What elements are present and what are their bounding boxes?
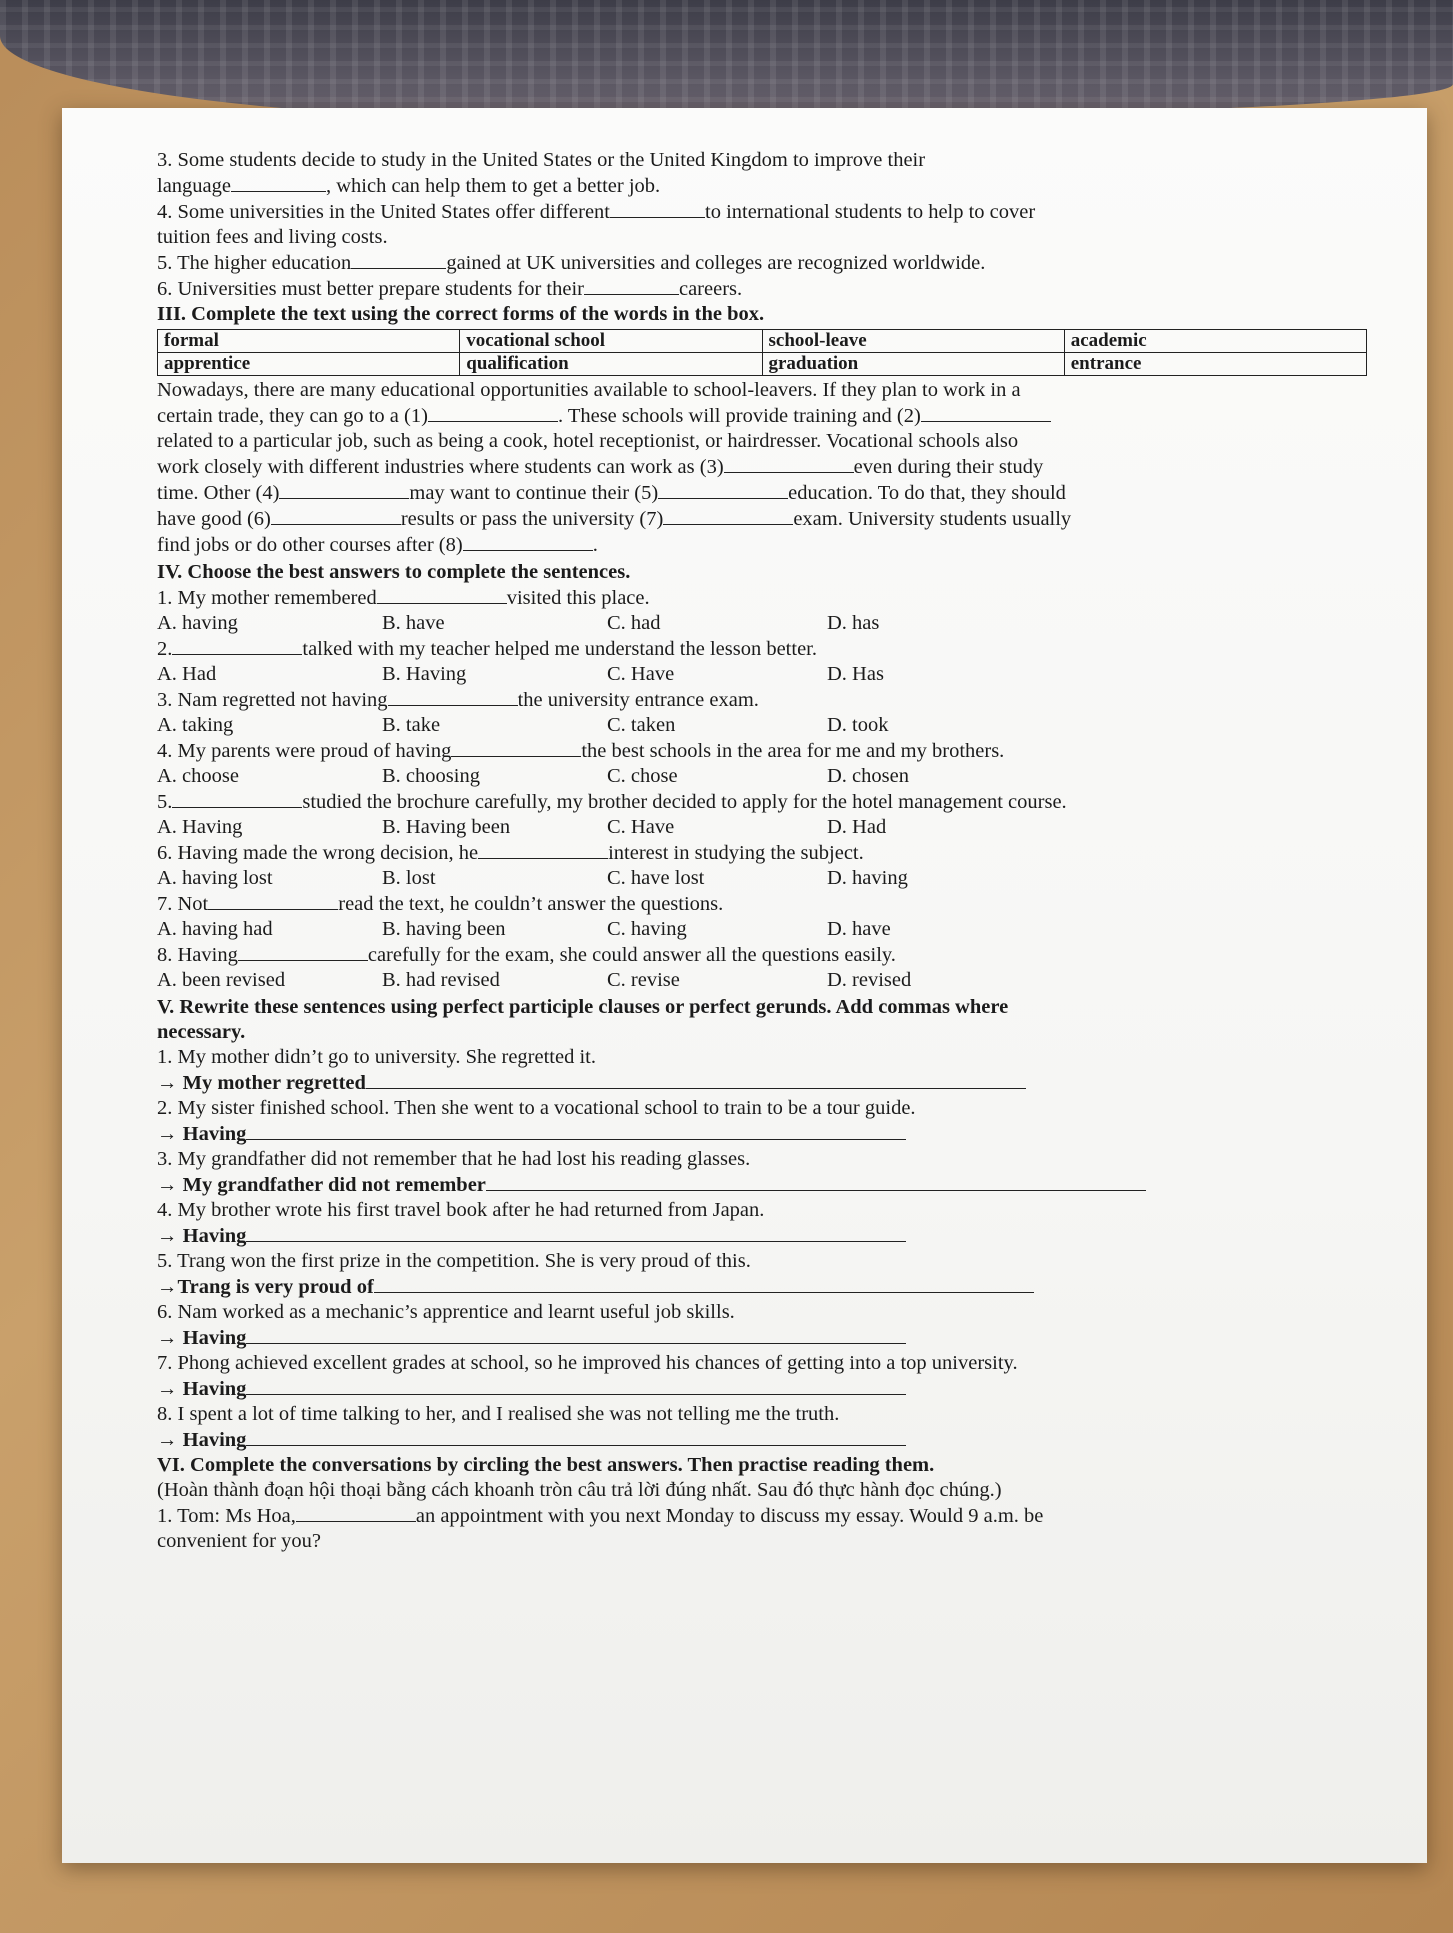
answer-options [157,815,1367,840]
answer-options [157,968,1367,993]
word-box-cell: entrance [1064,353,1366,376]
word-box-cell: qualification [460,353,762,376]
blank-1[interactable] [428,403,558,422]
option-b[interactable]: B. choosing [382,765,480,787]
option-a[interactable]: A. having [157,612,238,634]
option-a[interactable]: A. choose [157,765,239,787]
option-a[interactable]: A. having had [157,918,273,940]
q3-blank[interactable] [231,173,326,192]
rewrite-answer-line [157,1325,1367,1351]
rewrite-prompt: → My grandfather did not remember [157,1174,486,1196]
option-d[interactable]: D. Has [827,663,884,685]
q3-line2 [157,173,1367,199]
question-stem [157,738,1367,764]
rewrite-answer-line [157,1274,1367,1300]
blank-3[interactable] [724,454,854,473]
part4-q1 [157,585,1367,636]
part3-line1: Nowadays, there are many educational opportunities available to school-leavers. If they plan to work in a [157,379,1021,401]
q6-blank[interactable] [584,276,679,295]
q3-text-a: language [157,175,231,197]
part5-heading-cont: necessary. [157,1021,246,1043]
word-box-cell: academic [1064,330,1366,353]
stem-text: interest in studying the subject. [608,842,864,864]
answer-blank[interactable] [388,687,518,706]
rewrite-blank[interactable] [246,1223,906,1242]
stem-text: 3. Nam regretted not having [157,689,388,711]
word-box-cell: formal [158,330,460,353]
stem-text: 6. Having made the wrong decision, he [157,842,479,864]
rewrite-prompt: → Having [157,1123,247,1145]
rewrite-question: 4. My brother wrote his first travel book after he had returned from Japan. [157,1199,765,1221]
part3-text: certain trade, they can go to a (1) [157,405,428,427]
conversation-blank[interactable] [296,1503,416,1522]
blank-7[interactable] [663,506,793,525]
blank-5[interactable] [658,480,788,499]
option-d[interactable]: D. have [827,918,891,940]
part3-line3: related to a particular job, such as being a cook, hotel receptionist, or hairdresser. Vocational schools also [157,430,1019,452]
option-a[interactable]: A. taking [157,714,234,736]
answer-blank[interactable] [208,891,338,910]
blank-6[interactable] [271,506,401,525]
rewrite-prompt: → Having [157,1327,247,1349]
stem-text: 4. My parents were proud of having [157,740,452,762]
stem-text: the university entrance exam. [517,689,759,711]
q3-text: 3. Some students decide to study in the United States or the United Kingdom to improve their [157,149,926,171]
part4-q2 [157,636,1367,687]
rewrite-blank[interactable] [246,1325,906,1344]
part3-text: . [592,534,598,556]
blank-8[interactable] [463,532,593,551]
rewrite-blank[interactable] [486,1172,1146,1191]
q4-line2 [157,225,1367,250]
stem-text: studied the brochure carefully, my brother decided to apply for the hotel management course. [302,791,1067,813]
question-stem [157,942,1367,968]
option-d[interactable]: D. took [827,714,889,736]
q4-text-c: tuition fees and living costs. [157,226,388,248]
rewrite-blank[interactable] [374,1274,1034,1293]
conversation-text: 1. Tom: Ms Hoa, [157,1505,296,1527]
option-a[interactable]: A. Had [157,663,217,685]
rewrite-answer-line [157,1376,1367,1402]
word-box [157,329,1367,376]
rewrite-answer-line [157,1172,1367,1198]
rewrite-prompt: → Having [157,1225,247,1247]
part6-heading: VI. Complete the conversations by circling the best answers. Then practise reading them. [157,1454,935,1476]
part3-text: results or pass the university (7) [400,508,664,530]
option-c[interactable]: C. Have [607,663,675,685]
word-box-cell: graduation [762,353,1064,376]
option-c[interactable]: C. have lost [607,867,705,889]
option-b[interactable]: B. Having [382,663,467,685]
part4-q8 [157,942,1367,993]
answer-options [157,713,1367,738]
stem-text: carefully for the exam, she could answer all the questions easily. [367,944,896,966]
blank-4[interactable] [279,480,409,499]
rewrite-question: 2. My sister finished school. Then she went to a vocational school to train to be a tour guide. [157,1097,916,1119]
option-b[interactable]: B. Having been [382,816,511,838]
part3-text: may want to continue their (5) [409,482,659,504]
rewrite-prompt: → Having [157,1378,247,1400]
part3-line6 [157,506,1367,532]
option-b[interactable]: B. have [382,612,445,634]
q5-text-a: 5. The higher education [157,252,352,274]
part3-text: exam. University students usually [793,508,1072,530]
part5-heading: V. Rewrite these sentences using perfect participle clauses or perfect gerunds. Add commas where [157,996,1009,1018]
q3-text-b: , which can help them to get a better job. [326,175,661,197]
stem-text: 7. Not [157,893,209,915]
answer-options [157,917,1367,942]
part3-text: work closely with different industries where students can work as (3) [157,456,724,478]
part3-text: . These schools will provide training and (2) [557,405,921,427]
q5-line [157,250,1367,276]
q6-text-b: careers. [678,278,743,300]
conversation-line-cont: convenient for you? [157,1530,321,1552]
rewrite-question: 6. Nam worked as a mechanic’s apprentice and learnt useful job skills. [157,1301,735,1323]
stem-text: 2. [157,638,173,660]
option-c[interactable]: C. revise [607,969,680,991]
part4-q7 [157,891,1367,942]
part3-text: education. To do that, they should [788,482,1066,504]
option-c[interactable]: C. having [607,918,687,940]
option-c[interactable]: C. Have [607,816,675,838]
word-box-cell: school-leave [762,330,1064,353]
option-a[interactable]: A. Having [157,816,243,838]
option-d[interactable]: D. has [827,612,880,634]
stem-text: visited this place. [506,587,650,609]
rewrite-question: 8. I spent a lot of time talking to her, and I realised she was not telling me the truth. [157,1403,840,1425]
stem-text: 5. [157,791,173,813]
q6-line [157,276,1367,302]
rewrite-blank[interactable] [246,1121,906,1140]
q6-text-a: 6. Universities must better prepare students for their [157,278,584,300]
option-b[interactable]: B. had revised [382,969,500,991]
question-stem [157,840,1367,866]
rewrite-answer-line [157,1070,1367,1096]
stem-text: 1. My mother remembered [157,587,377,609]
rewrite-blank[interactable] [246,1376,906,1395]
answer-options [157,866,1367,891]
option-c[interactable]: C. had [607,612,661,634]
rewrite-prompt: → My mother regretted [157,1072,366,1094]
blank-2[interactable] [921,403,1051,422]
question-stem [157,687,1367,713]
part3-line5 [157,480,1367,506]
option-d[interactable]: D. having [827,867,908,889]
question-stem [157,585,1367,611]
answer-blank[interactable] [172,789,302,808]
answer-options [157,611,1367,636]
word-box-cell: apprentice [158,353,460,376]
q5-blank[interactable] [351,250,446,269]
part3-text: have good (6) [157,508,271,530]
rewrite-prompt: →Trang is very proud of [157,1276,374,1298]
q4-line1 [157,199,1367,225]
part3-line4 [157,454,1367,480]
question-stem [157,891,1367,917]
option-c[interactable]: C. taken [607,714,676,736]
part3-line2 [157,403,1367,429]
option-b[interactable]: B. take [382,714,441,736]
rewrite-prompt: → Having [157,1429,247,1451]
q4-text-a: 4. Some universities in the United States offer different [157,201,610,223]
rewrite-answer-line [157,1427,1367,1453]
option-b[interactable]: B. having been [382,918,506,940]
background-cloth [0,0,1453,120]
part6-subheading: (Hoàn thành đoạn hội thoại bằng cách khoanh tròn câu trả lời đúng nhất. Sau đó thực hành đọc chúng.) [157,1479,1002,1501]
rewrite-question: 3. My grandfather did not remember that he had lost his reading glasses. [157,1148,751,1170]
rewrite-question: 5. Trang won the first prize in the competition. She is very proud of this. [157,1250,751,1272]
rewrite-blank[interactable] [366,1070,1026,1089]
part4-q6 [157,840,1367,891]
question-stem [157,789,1367,815]
worksheet-page [62,108,1427,1863]
conversation-line [157,1503,1367,1529]
part3-line7 [157,532,1367,558]
stem-text: talked with my teacher helped me understand the lesson better. [302,638,817,660]
conversation-text: an appointment with you next Monday to discuss my essay. Would 9 a.m. be [415,1505,1044,1527]
answer-blank[interactable] [172,636,302,655]
stem-text: read the text, he couldn’t answer the questions. [338,893,724,915]
answer-options [157,764,1367,789]
option-a[interactable]: A. having lost [157,867,273,889]
answer-options [157,662,1367,687]
rewrite-question: 1. My mother didn’t go to university. She regretted it. [157,1046,596,1068]
rewrite-answer-line [157,1223,1367,1249]
option-b[interactable]: B. lost [382,867,436,889]
option-a[interactable]: A. been revised [157,969,286,991]
question-stem [157,636,1367,662]
part3-text: time. Other (4) [157,482,280,504]
stem-text: 8. Having [157,944,238,966]
stem-text: the best schools in the area for me and my brothers. [581,740,1005,762]
part3-text: find jobs or do other courses after (8) [157,534,463,556]
rewrite-blank[interactable] [246,1427,906,1446]
worksheet-content [157,148,1367,1554]
part4-heading: IV. Choose the best answers to complete the sentences. [157,561,631,583]
part4-q5 [157,789,1367,840]
part3-text: even during their study [853,456,1044,478]
q5-text-b: gained at UK universities and colleges are recognized worldwide. [446,252,986,274]
option-c[interactable]: C. chose [607,765,678,787]
option-d[interactable]: D. chosen [827,765,909,787]
part4-q3 [157,687,1367,738]
rewrite-answer-line [157,1121,1367,1147]
q4-blank[interactable] [610,199,705,218]
part4-q4 [157,738,1367,789]
word-box-cell: vocational school [460,330,762,353]
option-d[interactable]: D. revised [827,969,912,991]
q3-line1 [157,148,1367,173]
answer-blank[interactable] [238,942,368,961]
option-d[interactable]: D. Had [827,816,887,838]
answer-blank[interactable] [377,585,507,604]
rewrite-question: 7. Phong achieved excellent grades at school, so he improved his chances of getting into a top university. [157,1352,1018,1374]
answer-blank[interactable] [478,840,608,859]
q4-text-b: to international students to help to cover [705,201,1036,223]
part3-heading: III. Complete the text using the correct forms of the words in the box. [157,303,765,325]
answer-blank[interactable] [451,738,581,757]
